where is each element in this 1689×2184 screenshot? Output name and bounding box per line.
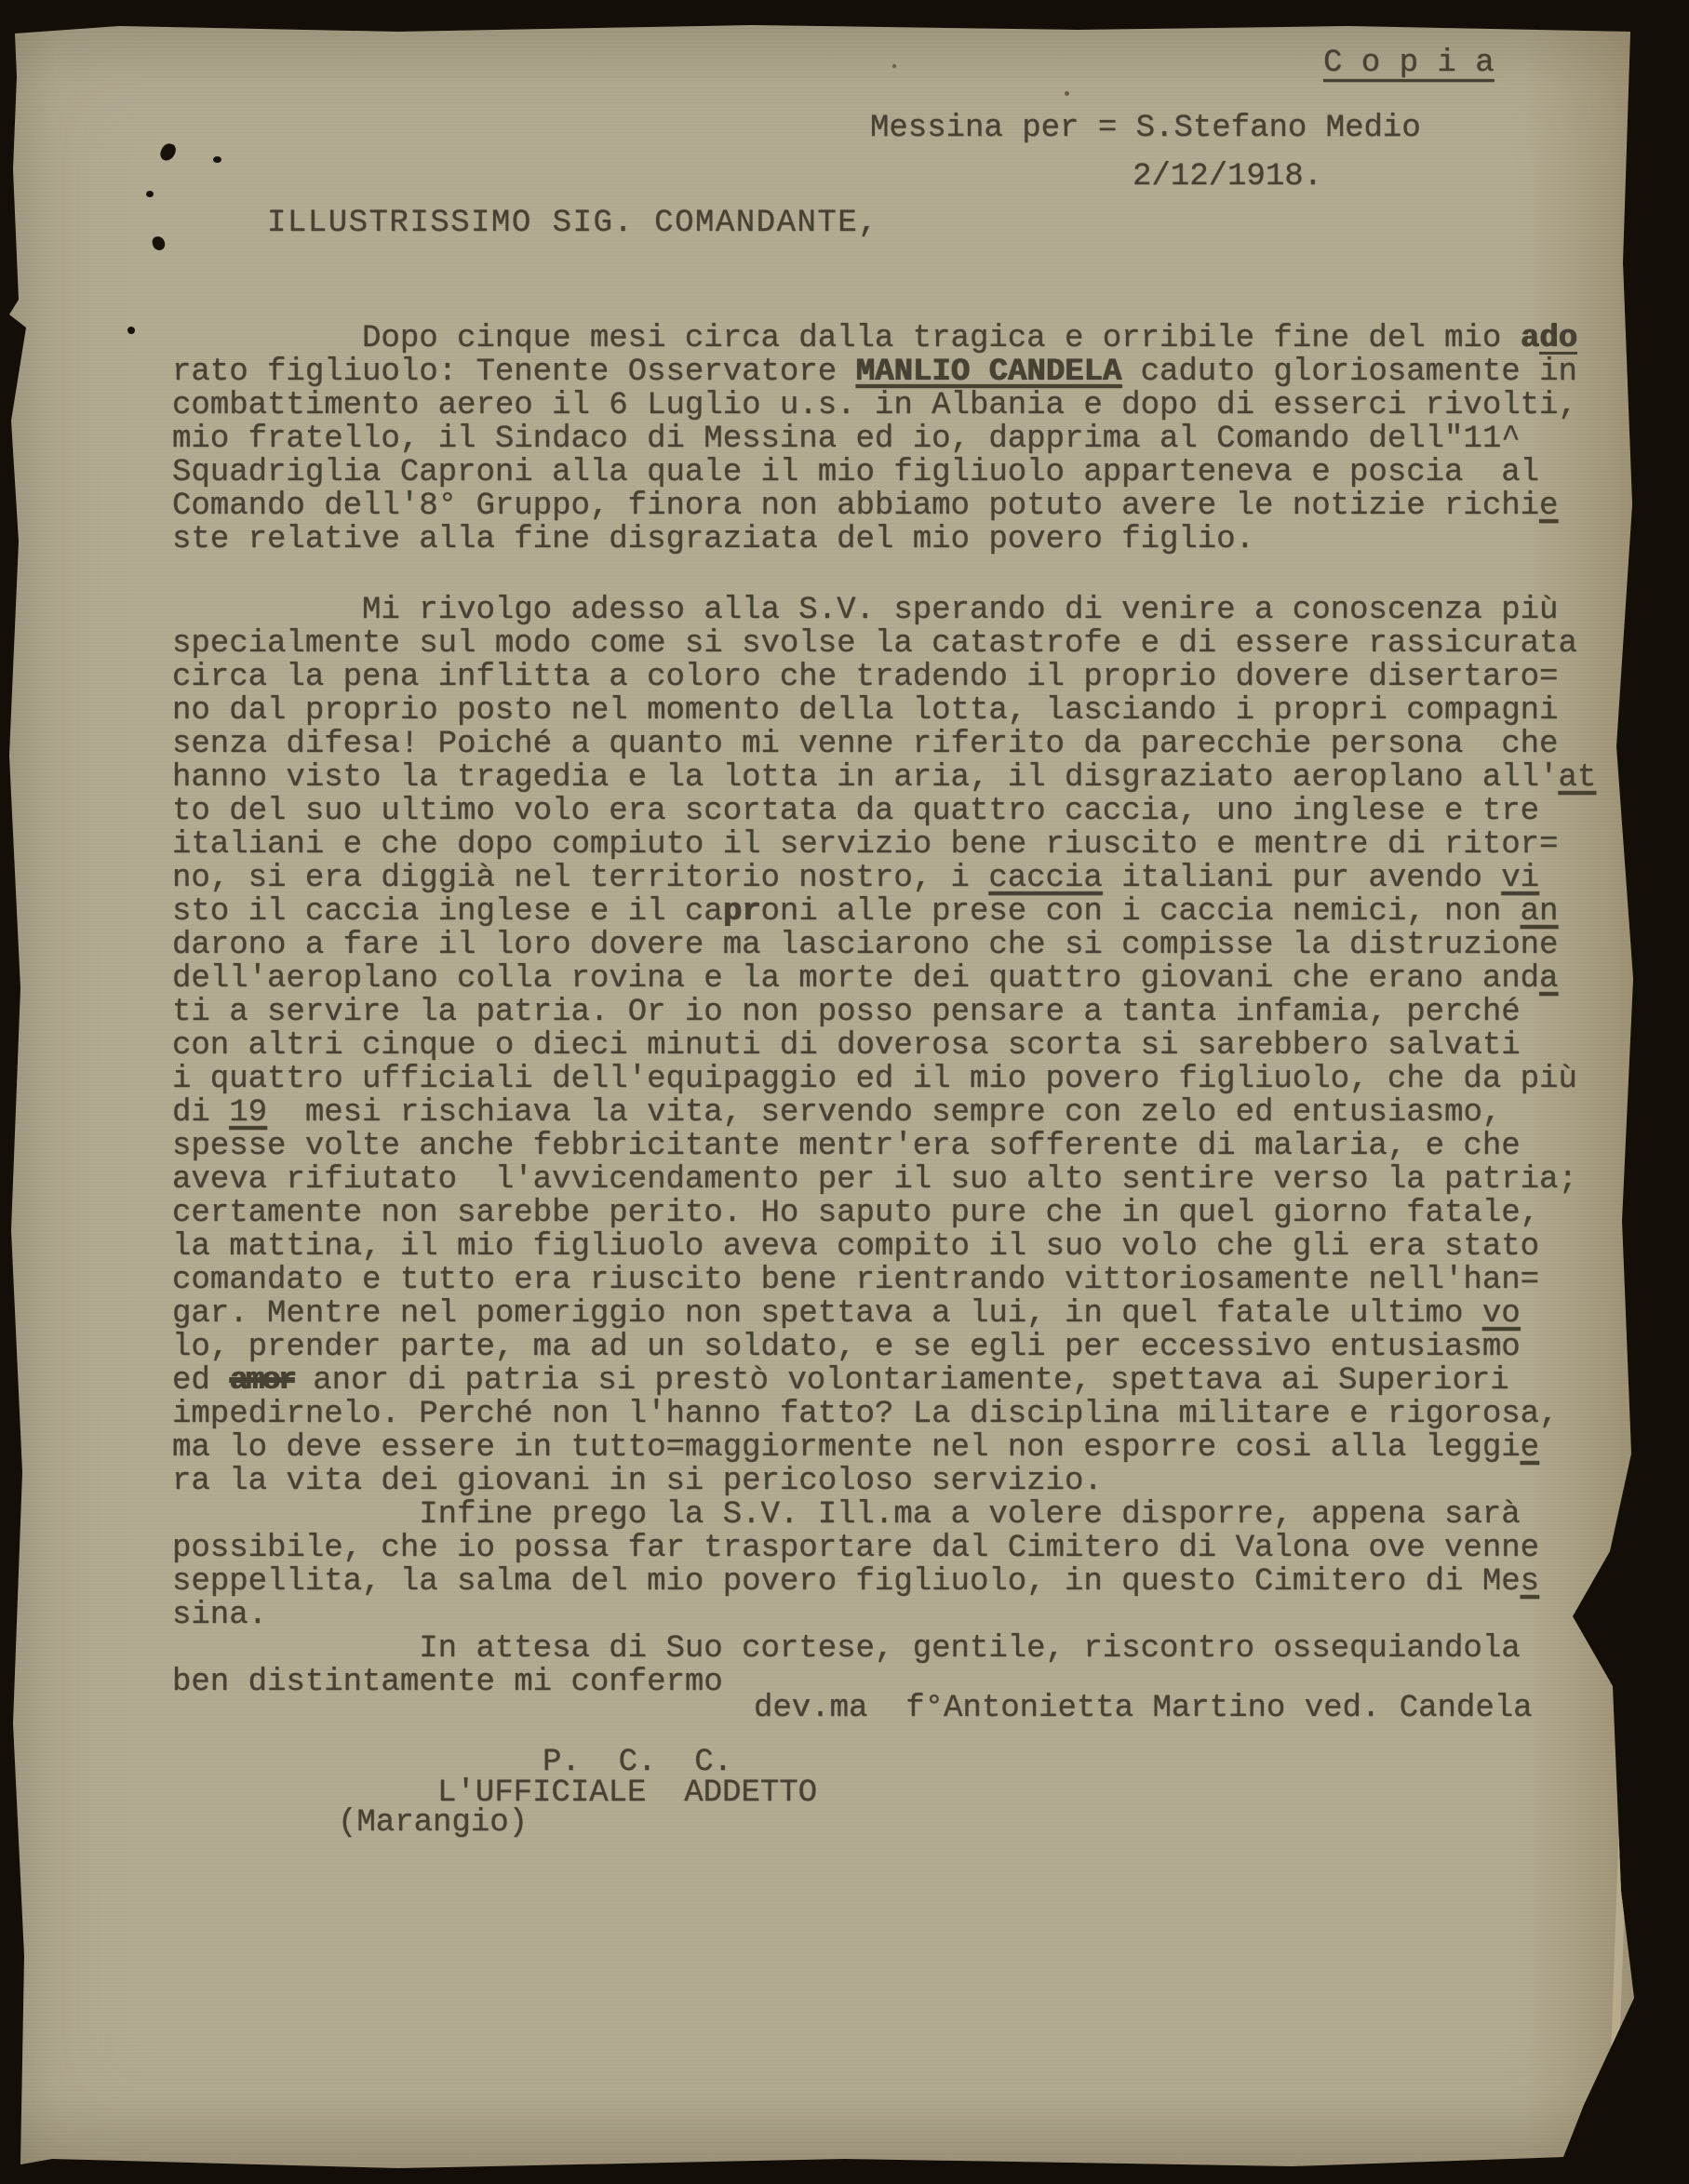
letter-line (172, 322, 1596, 355)
text-segment: e (1539, 489, 1559, 524)
text-segment: ed (172, 1363, 230, 1399)
text-segment: no dal proprio posto nel momento della lotta, lasciando i propri compagni (172, 693, 1559, 729)
letter-line (172, 661, 1596, 694)
text-segment: mesi rischiava la vita, servendo sempre con zelo ed entusiasmo, (267, 1095, 1502, 1131)
text-segment: Infine prego la S.V. Ill.ma a volere disporre, appena sarà (172, 1497, 1521, 1533)
text-segment: con altri cinque o dieci minuti di doverosa scorta si sarebbero salvati (172, 1028, 1521, 1064)
letter-line (172, 1096, 1596, 1130)
letter-line (172, 523, 1596, 556)
text-segment: to del suo ultimo volo era scortata da quattro caccia, uno inglese e tre (172, 794, 1540, 829)
letter-line (172, 929, 1596, 962)
letter-line (172, 1029, 1596, 1063)
letter-line (172, 862, 1596, 895)
text-segment: in (1539, 352, 1577, 390)
official-title-line: L'UFFICIALE ADDETTO (437, 1775, 818, 1811)
text-segment: circa la pena inflitta a coloro che tradendo il proprio dovere disertaro= (172, 660, 1559, 695)
letter-line (172, 1331, 1596, 1364)
letter-line (172, 627, 1596, 661)
text-segment: amor (229, 1363, 294, 1399)
letter-line (172, 1599, 1596, 1632)
text-segment: aveva rifiutato l'avvicendamento per il suo alto sentire verso la patria; (172, 1162, 1577, 1198)
paragraph (172, 594, 1596, 1498)
text-segment: no, si era diggià nel territorio nostro, i (172, 861, 989, 896)
letter-line (172, 962, 1596, 996)
letter-line (172, 728, 1596, 761)
letter-body (172, 322, 1596, 1699)
text-segment: comandato e tutto era riuscito bene rientrando vittoriosamente nell'han= (172, 1263, 1540, 1298)
text-segment: sto il caccia inglese e il ca (172, 894, 723, 930)
paragraph (172, 1498, 1596, 1632)
paragraph (172, 1632, 1596, 1699)
letter-line (172, 422, 1596, 456)
paper-hole (158, 141, 178, 163)
date-line: 2/12/1918. (1133, 159, 1323, 194)
letter-line (172, 1197, 1596, 1230)
text-segment: mio fratello, il Sindaco di Messina ed io, dapprima al Comando dell"11^ (172, 422, 1521, 457)
paper-hole (151, 235, 166, 252)
letter-line (172, 1264, 1596, 1297)
text-segment: rato figliuolo: Tenente Osservatore (172, 355, 856, 390)
text-segment: In attesa di Suo cortese, gentile, riscontro ossequiandola (172, 1631, 1521, 1667)
letter-line (172, 1532, 1596, 1565)
text-segment: at (1558, 760, 1597, 796)
letter-line (172, 355, 1596, 389)
text-segment: vo (1481, 1296, 1521, 1332)
paper-hole (146, 191, 154, 197)
letter-line (172, 1398, 1596, 1431)
letter-line (172, 456, 1596, 489)
paper-hole (127, 327, 135, 334)
text-segment: di (172, 1095, 230, 1131)
text-segment: seppellita, la salma del mio povero figliuolo, in questo Cimitero di Me (172, 1564, 1521, 1600)
letter-line (172, 1565, 1596, 1599)
text-segment: MANLIO CANDELA (855, 355, 1122, 390)
letter-line (172, 489, 1596, 523)
text-segment: o (1501, 1327, 1520, 1365)
text-segment: ste relative alla fine disgraziata del mio povero figlio. (172, 522, 1254, 557)
paper-speck (892, 64, 896, 68)
text-segment: Dopo cinque mesi circa dalla tragica e orribile fine del mio (172, 321, 1521, 356)
text-segment: i quattro ufficiali dell'equipaggio ed il mio povero figliuolo, che da più (172, 1062, 1577, 1097)
letter-line (172, 1364, 1596, 1398)
text-segment: oni alle prese con i caccia nemici, non (760, 894, 1521, 930)
text-segment: e (1520, 1430, 1540, 1466)
letter-line (172, 1465, 1596, 1498)
letter-line (172, 1297, 1596, 1331)
text-segment: gar. Mentre nel pomeriggio non spettava a lui, in quel fatale ultimo (172, 1296, 1482, 1332)
text-segment: vi (1501, 861, 1540, 896)
text-segment: senza difesa! Poiché a quanto mi venne riferito da parecchie persona che (172, 727, 1559, 762)
letter-line (172, 761, 1596, 795)
text-segment: italiani e che dopo compiuto il servizio bene riuscito e mentre di ritor= (172, 827, 1559, 863)
official-name-line: (Marangio) (338, 1805, 529, 1841)
text-segment: impedirnelo. Perché non l'hanno fatto? La disciplina militare e rigorosa, (172, 1397, 1559, 1432)
letter-line (172, 1130, 1596, 1163)
text-segment: 19 (229, 1095, 268, 1131)
text-segment: Comando dell'8° Gruppo, finora non abbiamo potuto avere le notizie richi (172, 489, 1540, 524)
text-segment: pr (722, 894, 761, 930)
letter-line (172, 996, 1596, 1029)
origin-line: Messina per = S.Stefano Medio (870, 111, 1421, 146)
text-segment: spesse volte anche febbricitante mentr'era sofferente di malaria, e che (172, 1129, 1521, 1164)
text-segment: dell'aeroplano colla rovina e la morte dei quattro giovani che erano and (172, 961, 1540, 997)
paragraph (172, 322, 1596, 556)
letter-line (172, 1163, 1596, 1197)
letter-line (172, 594, 1596, 627)
paper-speck (1065, 91, 1069, 96)
text-segment: Squadriglia Caproni alla quale il mio figliuolo apparteneva e poscia al (172, 455, 1540, 490)
paper-hole (213, 156, 221, 163)
text-segment: ra la vita dei giovani in si pericoloso servizio. (172, 1464, 1103, 1499)
letter-line (172, 1230, 1596, 1264)
letter-line (172, 895, 1596, 929)
text-segment: e (1539, 925, 1558, 963)
salutation-line: ILLUSTRISSIMO SIG. COMANDANTE, (267, 206, 879, 241)
letter-line (172, 1498, 1596, 1532)
text-segment: Mi rivolgo adesso alla S.V. sperando di venire a conoscenza più (172, 593, 1559, 628)
letter-line (172, 795, 1596, 828)
text-segment: ado (1520, 321, 1577, 356)
text-segment: ma lo deve essere in tutto=maggiormente nel non esporre cosi alla leggi (172, 1430, 1521, 1466)
letter-line (172, 1063, 1596, 1096)
text-segment: s (1520, 1564, 1540, 1600)
torn-edge-highlight (1608, 1770, 1629, 2133)
pcc-line: P. C. C. (543, 1745, 733, 1780)
letter-line (172, 1431, 1596, 1465)
text-segment: italiani pur avendo (1102, 861, 1502, 896)
text-segment: caduto gloriosamente (1121, 355, 1540, 390)
text-segment: specialmente sul modo come si svolse la catastrofe e di essere rassicurata (172, 626, 1577, 662)
text-segment: an (1520, 894, 1559, 930)
text-segment: darono a fare il loro dovere ma lasciarono che si compisse la distruzion (172, 928, 1540, 963)
letter-line (172, 828, 1596, 862)
signature-line: dev.ma f°Antonietta Martino ved. Candela (754, 1691, 1533, 1726)
text-segment: anor di patria si prestò volontariamente, spettava ai Superiori (293, 1363, 1509, 1399)
text-segment: caccia (988, 861, 1103, 896)
text-segment: hanno visto la tragedia e la lotta in aria, il disgraziato aeroplano all' (172, 760, 1559, 796)
text-segment: certamente non sarebbe perito. Ho saputo pure che in quel giorno fatale, (172, 1196, 1540, 1231)
letter-line (172, 1632, 1596, 1666)
text-segment: combattimento aereo il 6 Luglio u.s. in Albania e dopo di esserci rivolti, (172, 388, 1577, 423)
letter-line (172, 389, 1596, 422)
copy-label: C o p i a (1323, 46, 1495, 81)
text-segment: possibile, che io possa far trasportare dal Cimitero di Valona ove venne (172, 1531, 1540, 1566)
letter-line (172, 694, 1596, 728)
text-segment: lo, prender parte, ma ad un soldato, e se egli per eccessivo entusiasm (172, 1330, 1502, 1365)
text-segment: a (1539, 961, 1559, 997)
text-segment: la mattina, il mio figliuolo aveva compito il suo volo che gli era stato (172, 1229, 1540, 1265)
text-segment: ben distintamente mi confermo (172, 1665, 723, 1700)
text-segment: ti a servire la patria. Or io non posso pensare a tanta infamia, perché (172, 995, 1521, 1030)
text-segment: sina. (172, 1598, 268, 1633)
